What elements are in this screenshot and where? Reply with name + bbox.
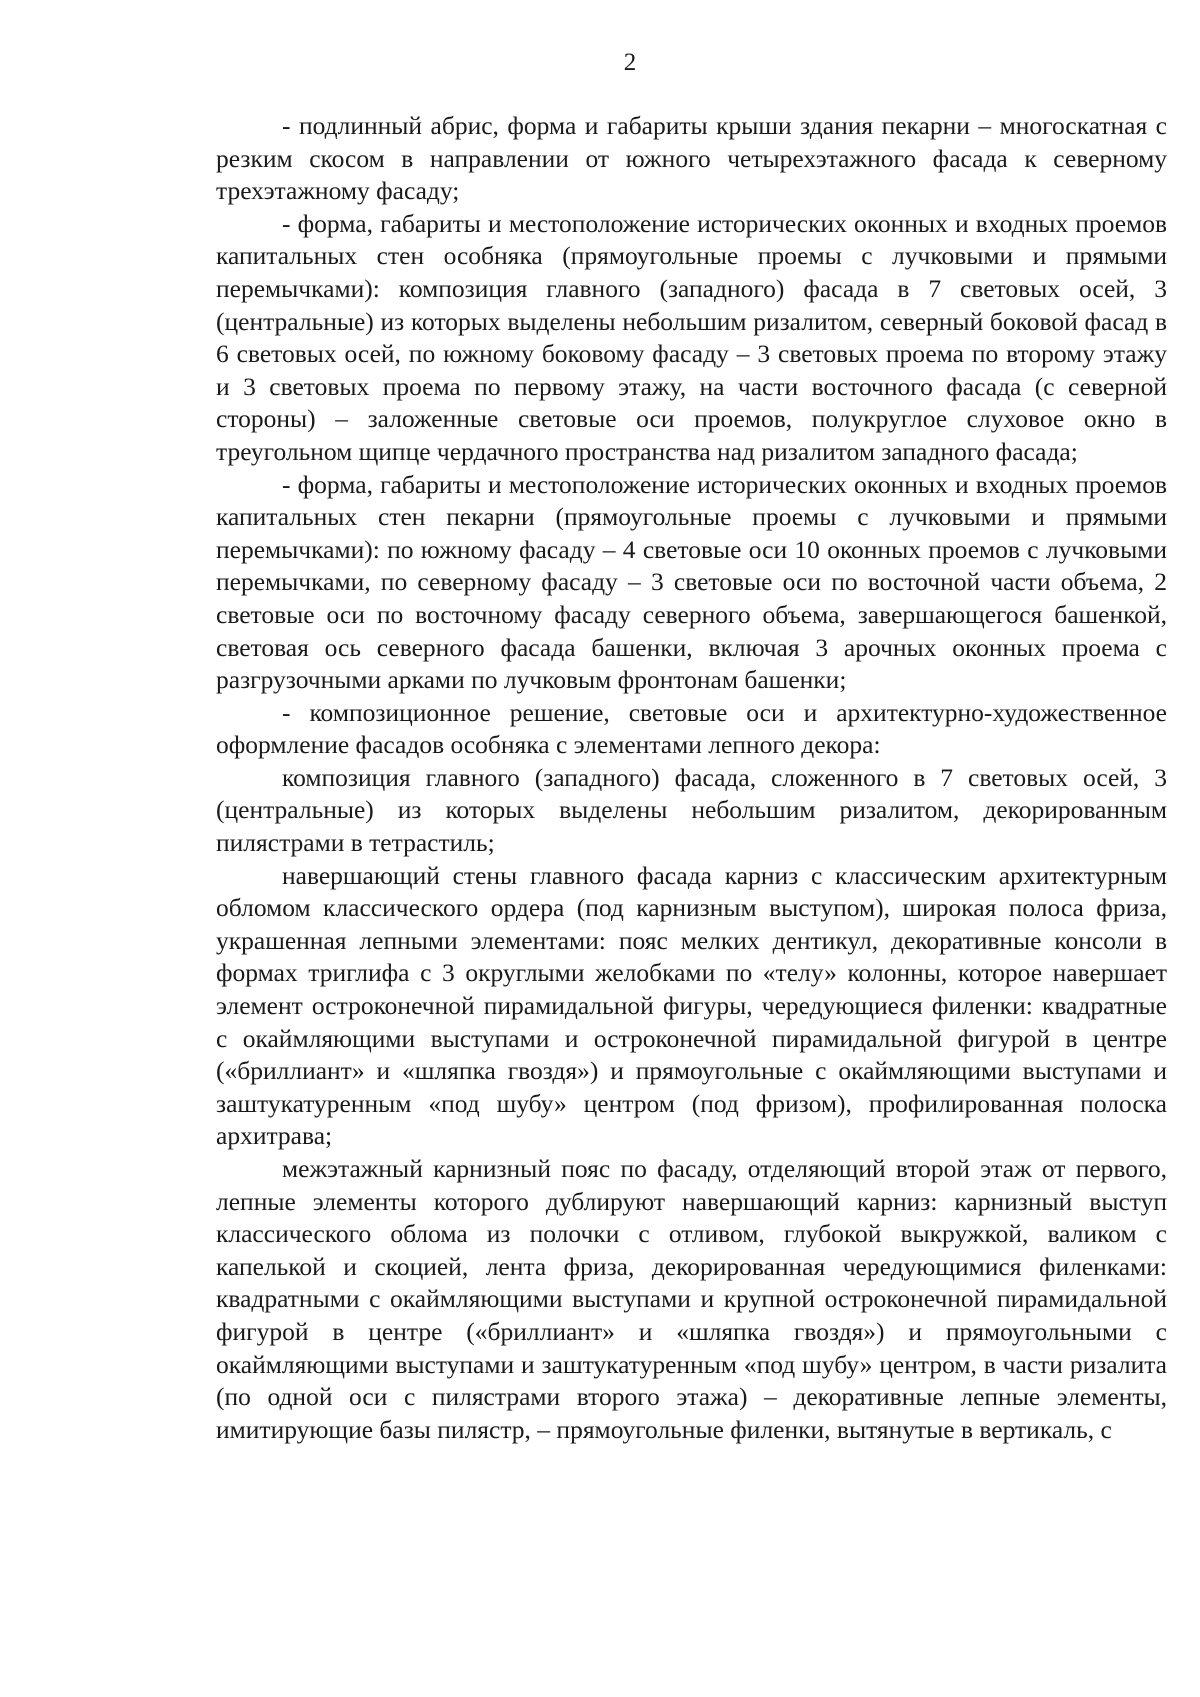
paragraph-crowning-cornice: навершающий стены главного фасада карниз с классическим архитектурным обломом классического ордера (под карнизным выступом), широкая полоса фриза, украшенная лепными элементами: пояс мелких дентикул, декоративные консоли в формах триглифа с 3 округлыми желобками по «телу» колонны, которое навершает элемент остроконечной пирамидальной фигуры, чередующиеся филенки: квадратные с окаймляющими выступами и остроконечной пирамидальной фигурой в центре («бриллиант» и «шляпка гвоздя») и прямоугольные с окаймляющими выступами и заштукатуренным «под шубу» центром (под фризом), профилированная полоска архитрава; xyxy=(216,860,1167,1151)
document-body xyxy=(216,110,1167,1446)
paragraph-bakery-roof: - подлинный абрис, форма и габариты крыши здания пекарни – многоскатная с резким скосом в направлении от южного четырехэтажного фасада к северному трехэтажному фасаду; xyxy=(216,111,1167,206)
page-number: 2 xyxy=(623,49,637,76)
paragraph-mansion-openings: - форма, габариты и местоположение исторических оконных и входных проемов капитальных стен особняка (прямоугольные проемы с лучковыми и прямыми перемычками): композиция главного (западного) фасада в 7 световых осей, 3 (центральные) из которых выделены небольшим ризалитом, северный боковой фасад в 6 световых осей, по южному боковому фасаду – 3 световых проема по второму этажу и 3 световых проема по первому этажу, на части восточного фасада (с северной стороны) – заложенные световые оси проемов, полукруглое слуховое окно в треугольном щипце чердачного пространства над ризалитом западного фасада; xyxy=(216,208,1167,466)
paragraph-west-facade-composition: композиция главного (западного) фасада, сложенного в 7 световых осей, 3 (центральные) из которых выделены небольшим ризалитом, декорированным пилястрами в тетрастиль; xyxy=(216,762,1167,858)
paragraph-facade-decor-intro: - композиционное решение, световые оси и архитектурно-художественное оформление фасадов особняка с элементами лепного декора: xyxy=(216,697,1167,760)
paragraph-bakery-openings: - форма, габариты и местоположение исторических оконных и входных проемов капитальных стен пекарни (прямоугольные проемы с лучковыми и прямыми перемычками): по южному фасаду – 4 световые оси 10 оконных проемов с лучковыми перемычками, по северному фасаду – 3 световые оси по восточной части объема, 2 световые оси по восточному фасаду северного объема, завершающегося башенкой, световая ось северного фасада башенки, включая 3 арочных оконных проема с разгрузочными арками по лучковым фронтонам башенки; xyxy=(216,469,1167,695)
paragraph-interfloor-cornice: межэтажный карнизный пояс по фасаду, отделяющий второй этаж от первого, лепные элементы которого дублируют навершающий карниз: карнизный выступ классического облома из полочки с отливом, глубокой выкружкой, валиком с капелькой и скоцией, лента фриза, декорированная чередующимися филенками: квадратными с окаймляющими выступами и крупной остроконечной пирамидальной фигурой в центре («бриллиант» и «шляпка гвоздя») и прямоугольными с окаймляющими выступами и заштукатуренным «под шубу» центром, в части ризалита (по одной оси с пилястрами второго этажа) – декоративные лепные элементы, имитирующие базы пилястр, – прямоугольные филенки, вытянутые в вертикаль, с xyxy=(216,1154,1167,1444)
